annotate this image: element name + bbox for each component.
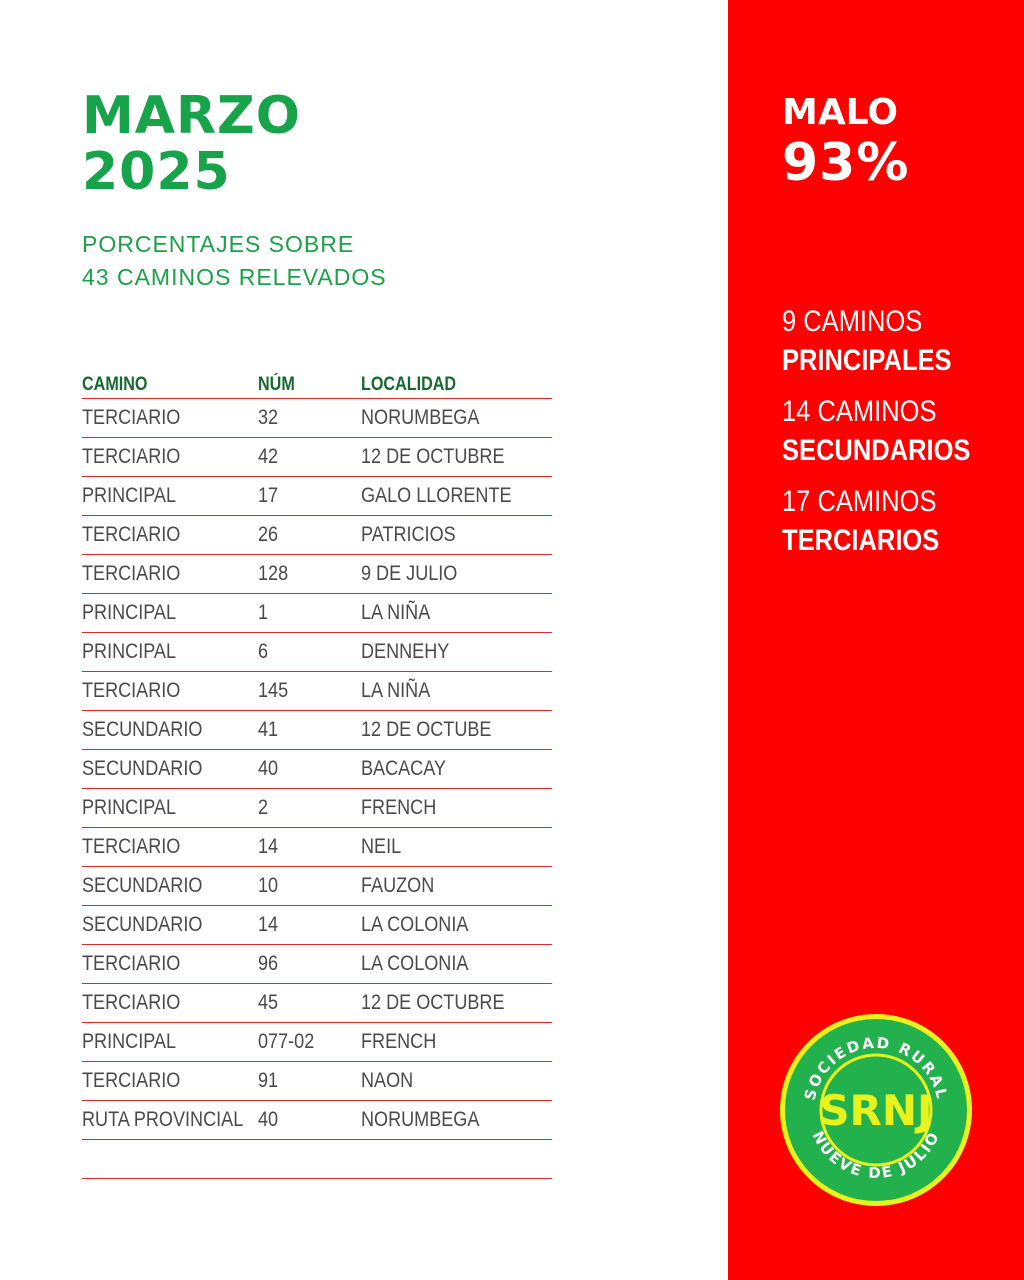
- cell-num: 14: [258, 835, 279, 858]
- cell-num: 077-02: [258, 1030, 315, 1053]
- table-row: [82, 984, 552, 1023]
- cell-camino: TERCIARIO: [82, 991, 181, 1014]
- cell-num: 14: [258, 913, 279, 936]
- column-header-localidad: LOCALIDAD: [361, 374, 457, 395]
- table-row: [82, 672, 552, 711]
- cell-localidad: LA COLONIA: [361, 952, 469, 975]
- page-subtitle: [82, 228, 387, 294]
- cell-localidad: NEIL: [361, 835, 402, 858]
- cell-localidad: PATRICIOS: [361, 523, 456, 546]
- cell-localidad: FRENCH: [361, 796, 437, 819]
- table-body: [82, 399, 552, 1140]
- table-row: [82, 1062, 552, 1101]
- cell-localidad: BACACAY: [361, 757, 446, 780]
- cell-localidad: FRENCH: [361, 1030, 437, 1053]
- column-header-num: NÚM: [258, 374, 295, 395]
- cell-num: 40: [258, 1108, 279, 1131]
- cell-num: 42: [258, 445, 279, 468]
- cell-camino: SECUNDARIO: [82, 913, 203, 936]
- cell-num: 10: [258, 874, 279, 897]
- cell-camino: PRINCIPAL: [82, 484, 177, 507]
- cell-num: 17: [258, 484, 279, 507]
- table-row: [82, 945, 552, 984]
- table-row: [82, 828, 552, 867]
- stat-count: 14 CAMINOS: [782, 395, 937, 428]
- cell-num: 6: [258, 640, 269, 663]
- table-row: [82, 867, 552, 906]
- table-row: [82, 438, 552, 477]
- cell-localidad: NORUMBEGA: [361, 1108, 480, 1131]
- cell-camino: SECUNDARIO: [82, 757, 203, 780]
- logo-bottom-text: NUEVE DE JULIO: [808, 1128, 944, 1183]
- cell-num: 128: [258, 562, 289, 585]
- logo-center-text: SRNJ: [819, 1086, 933, 1135]
- title-year: 2025: [82, 142, 231, 202]
- cell-num: 145: [258, 679, 289, 702]
- cell-camino: TERCIARIO: [82, 952, 181, 975]
- cell-num: 91: [258, 1069, 279, 1092]
- cell-localidad: LA NIÑA: [361, 679, 431, 702]
- cell-camino: SECUNDARIO: [82, 718, 203, 741]
- table-row: [82, 477, 552, 516]
- subtitle-line-1: PORCENTAJES SOBRE: [82, 231, 355, 257]
- cell-localidad: 12 DE OCTUBRE: [361, 445, 505, 468]
- cell-localidad: FAUZON: [361, 874, 435, 897]
- cell-localidad: GALO LLORENTE: [361, 484, 512, 507]
- cell-num: 1: [258, 601, 269, 624]
- cell-localidad: NAON: [361, 1069, 414, 1092]
- column-header-camino: CAMINO: [82, 374, 148, 395]
- table-row: [82, 399, 552, 438]
- srnj-logo: [778, 1012, 974, 1208]
- cell-camino: TERCIARIO: [82, 406, 181, 429]
- cell-localidad: 12 DE OCTUBE: [361, 718, 492, 741]
- table-row: [82, 1023, 552, 1062]
- table-row: [82, 789, 552, 828]
- title-month: MARZO: [82, 86, 301, 146]
- stat-type: TERCIARIOS: [782, 524, 940, 557]
- cell-num: 32: [258, 406, 279, 429]
- cell-camino: TERCIARIO: [82, 523, 181, 546]
- stat-terciarios: [782, 482, 1004, 560]
- road-type-stats: [782, 302, 1004, 572]
- subtitle-line-2: 43 CAMINOS RELEVADOS: [82, 264, 387, 290]
- table-header: [82, 364, 552, 399]
- table-row: [82, 906, 552, 945]
- table-row: [82, 750, 552, 789]
- cell-num: 45: [258, 991, 279, 1014]
- cell-camino: TERCIARIO: [82, 835, 181, 858]
- stat-type: SECUNDARIOS: [782, 434, 971, 467]
- cell-localidad: LA NIÑA: [361, 601, 431, 624]
- logo-top-text: SOCIEDAD RURAL: [800, 1033, 952, 1103]
- stat-secundarios: [782, 392, 1004, 470]
- cell-num: 96: [258, 952, 279, 975]
- stat-count: 9 CAMINOS: [782, 305, 923, 338]
- cell-camino: PRINCIPAL: [82, 1030, 177, 1053]
- cell-camino: PRINCIPAL: [82, 640, 177, 663]
- stat-count: 17 CAMINOS: [782, 485, 937, 518]
- cell-localidad: DENNEHY: [361, 640, 450, 663]
- status-label: MALO: [782, 92, 898, 133]
- cell-localidad: NORUMBEGA: [361, 406, 480, 429]
- cell-localidad: 9 DE JULIO: [361, 562, 458, 585]
- cell-localidad: 12 DE OCTUBRE: [361, 991, 505, 1014]
- cell-num: 26: [258, 523, 279, 546]
- table-row: [82, 516, 552, 555]
- page-title: [82, 88, 301, 200]
- cell-num: 40: [258, 757, 279, 780]
- table-row: [82, 711, 552, 750]
- cell-camino: TERCIARIO: [82, 1069, 181, 1092]
- cell-camino: PRINCIPAL: [82, 601, 177, 624]
- table-row-empty: [82, 1140, 552, 1179]
- cell-camino: TERCIARIO: [82, 679, 181, 702]
- cell-camino: PRINCIPAL: [82, 796, 177, 819]
- cell-num: 2: [258, 796, 269, 819]
- cell-camino: RUTA PROVINCIAL: [82, 1108, 244, 1131]
- cell-localidad: LA COLONIA: [361, 913, 469, 936]
- roads-table: [82, 364, 552, 1179]
- table-row: [82, 633, 552, 672]
- cell-camino: SECUNDARIO: [82, 874, 203, 897]
- stat-principales: [782, 302, 1004, 380]
- cell-camino: TERCIARIO: [82, 445, 181, 468]
- stat-type: PRINCIPALES: [782, 344, 952, 377]
- table-row: [82, 594, 552, 633]
- cell-num: 41: [258, 718, 279, 741]
- status-summary: [782, 92, 909, 192]
- table-row: [82, 555, 552, 594]
- table-row: [82, 1101, 552, 1140]
- status-percent: 93%: [782, 133, 910, 193]
- cell-camino: TERCIARIO: [82, 562, 181, 585]
